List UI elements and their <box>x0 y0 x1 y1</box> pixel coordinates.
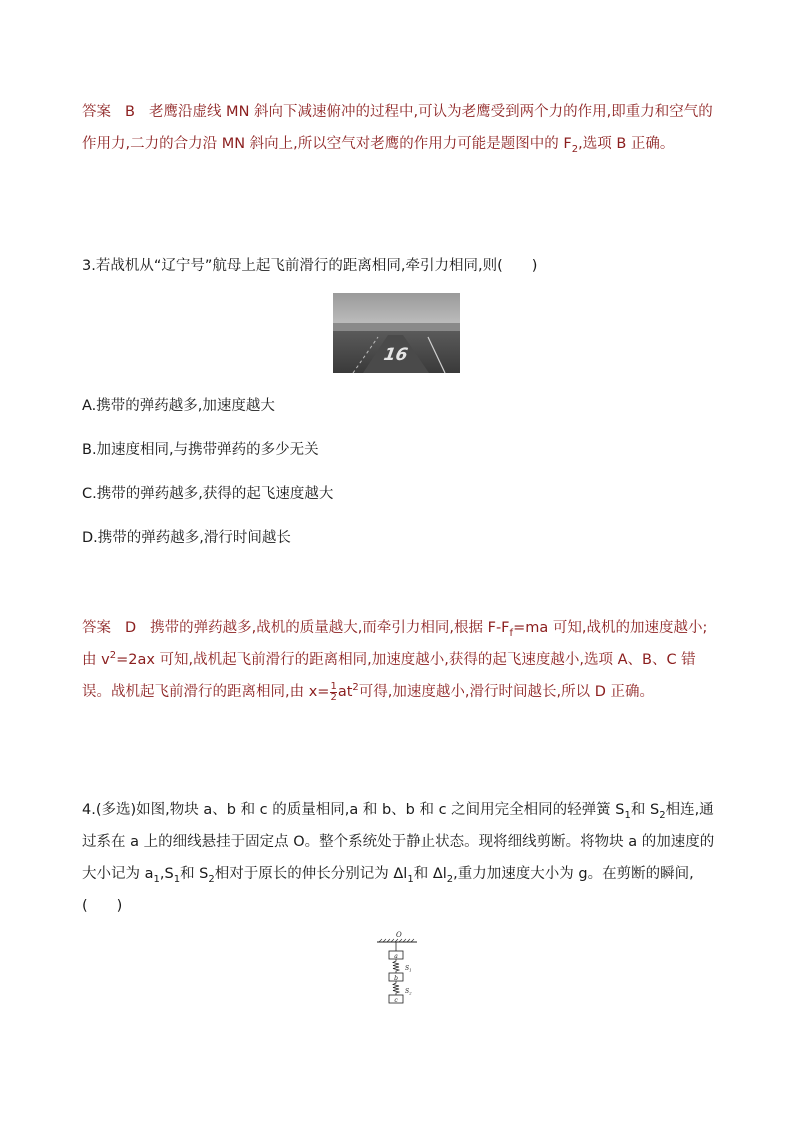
q4-text-5: 和 S <box>180 866 209 882</box>
fraction-half <box>330 682 336 703</box>
subscript: 1 <box>153 873 160 885</box>
q4-text-3: 相连,通过系在 a 上的细线悬挂于固定点 O。整个系统处于静止状态。现将细线剪断。将物块 a 的加速度的大小记为 a <box>82 802 715 882</box>
answer-text-4: at <box>337 684 353 700</box>
q4-text-6: 相对于原长的伸长分别记为 Δl <box>214 866 408 882</box>
subscript: f <box>509 627 514 639</box>
option-a: A.携带的弹药越多,加速度越大 <box>82 398 275 414</box>
answer-label: 答案 <box>82 620 111 636</box>
q4-text-7: 和 Δl <box>413 866 447 882</box>
deck-number: 16 <box>380 345 411 365</box>
subscript: 1 <box>407 873 414 885</box>
point-o-label: O <box>396 931 402 939</box>
answer-text-2: =ma 可知,战机的加速度越小;由 v <box>82 620 708 668</box>
answer-text-end: ,选项 B 正确。 <box>578 136 675 152</box>
answer-letter: D <box>125 620 137 636</box>
block-b-label: b <box>394 975 398 982</box>
question-4 <box>82 794 718 922</box>
answer-letter: B <box>125 104 135 120</box>
subscript: 2 <box>571 143 579 155</box>
spring-s1-label: $S_1$ <box>405 965 412 973</box>
superscript: 2 <box>352 682 359 694</box>
option-c: C.携带的弹药越多,获得的起飞速度越大 <box>82 486 334 502</box>
spring-s2-label: $S_2$ <box>405 988 412 996</box>
subscript: 1 <box>173 873 181 885</box>
answer-label: 答案 <box>82 104 111 120</box>
option-b: B.加速度相同,与携带弹药的多少无关 <box>82 442 319 458</box>
answer-1 <box>82 96 718 160</box>
answer-text-3: =2ax 可知,战机起飞前滑行的距离相同,加速度越小,获得的起飞速度越小,选项 A、B、C 错误。战机起飞前滑行的距离相同,由 x= <box>82 652 696 700</box>
q4-text-2: 和 S <box>630 802 660 818</box>
q4-text-8: ,重力加速度大小为 g。在剪断的瞬间,( ) <box>82 866 694 914</box>
subscript: 2 <box>659 809 666 821</box>
fraction-numerator: 1 <box>330 680 337 692</box>
option-d: D.携带的弹药越多,滑行时间越长 <box>82 530 291 546</box>
answer-3 <box>82 612 718 708</box>
superscript: 2 <box>109 650 117 662</box>
answer-text-1: 携带的弹药越多,战机的质量越大,而牵引力相同,根据 F-F <box>150 620 510 636</box>
q4-text-4: ,S <box>159 866 174 882</box>
fraction-denominator: 2 <box>330 691 337 703</box>
q4-text-1: 4.(多选)如图,物块 a、b 和 c 的质量相同,a 和 b、b 和 c 之间用完全相同的轻弹簧 S <box>82 802 625 818</box>
question-3: 3.若战机从“辽宁号”航母上起飞前滑行的距离相同,牵引力相同,则( ) <box>82 258 538 274</box>
answer-text: 老鹰沿虚线 MN 斜向下减速俯冲的过程中,可认为老鹰受到两个力的作用,即重力和空气的作用力,二力的合力沿 MN 斜向上,所以空气对老鹰的作用力可能是题图中的 F <box>82 104 713 152</box>
block-c-label: c <box>394 997 398 1004</box>
carrier-deck-photo <box>333 293 460 373</box>
subscript: 2 <box>208 873 215 885</box>
answer-text-5: 可得,加速度越小,滑行时间越长,所以 D 正确。 <box>358 684 654 700</box>
block-a-label: a <box>394 953 398 960</box>
subscript: 2 <box>446 873 454 885</box>
subscript: 1 <box>624 809 631 821</box>
spring-block-diagram <box>374 930 420 1016</box>
